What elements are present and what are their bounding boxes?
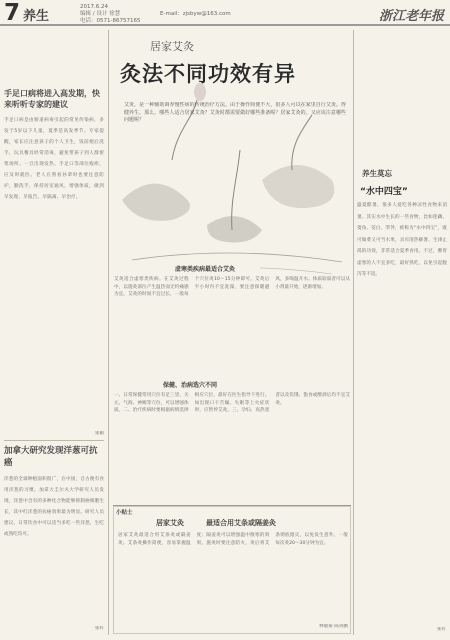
page-header (0, 0, 450, 26)
email: E-mail：zjsbyw@163.com (160, 11, 231, 17)
article-title: 灸法不同功效有异 (120, 62, 296, 86)
right-body: 盛夏酷暑，很多人爱吃各种凉性食物来消暑。其实水中生长的一些食物，比如莲藕、菱角、茭白、荸荠，被称为“水中四宝”，既可做菜又可当水果，具有清热解暑、生津止渴的功效，非常适合夏季食用。不过，脾胃虚寒的人不宜多吃，最好熟吃，以免引起腹泻等不适。 (357, 203, 447, 277)
section1-body: 艾灸适合虚寒类疾病。在艾灸过程中，以施灸部位产生温热而无灼痛感为宜。艾灸的时间不宜过长，一般每个穴位灸10～15分钟即可。艾灸后半小时内不宜洗澡，要注意保暖避风，多喝温开水。体质较弱者可以从小剂量开始，逐渐增加。 (114, 277, 350, 297)
article1-title: 手足口病将进入高发期，快来听听专家的建议 (4, 89, 100, 109)
date: 2017.6.24 (80, 4, 108, 10)
article2-author: 张好 (94, 626, 104, 631)
article2-title: 加拿大研究发现洋葱可抗癌 (4, 446, 98, 468)
tip-body: 居家艾灸最适合用艾条灸或隔姜灸。艾条灸操作简便，容易掌握温度；隔姜灸可以增强温中散寒的效果。施灸时要注意防火，灸后将艾条彻底熄灭，以免发生意外。一般每次灸20～30分钟为宜。 (118, 533, 348, 546)
phone: 电话：0571-86757165 (80, 18, 141, 24)
article-kicker: 居家艾灸 (150, 40, 194, 53)
right-kicker: 养生莫忘 (362, 169, 392, 178)
tip-title: 最适合用艾条或隔姜灸 (206, 519, 276, 527)
tip-label: 小贴士 (116, 510, 133, 516)
section1-title: 虚寒类疾病最适合艾灸 (150, 264, 260, 273)
page-number: 7 (4, 0, 21, 26)
section2-title: 保健、治病选穴不同 (140, 380, 240, 389)
header-meta (80, 4, 140, 25)
tip-kicker: 居家艾灸 (156, 519, 184, 527)
article1-author: 张颖 (94, 431, 104, 436)
right-title: “水中四宝” (360, 187, 408, 197)
editor: 编辑 / 设计 徐慧 (80, 11, 121, 17)
masthead: 浙江老年报 (378, 9, 444, 24)
article2-body: 洋葱的全球种植面积很广，在中国，自古便有食用洋葱的习惯。加拿大圭尔夫大学研究人员发现，洋葱中含有的多种化合物能够抑制癌细胞生长，其中红洋葱的抗癌效果最为明显。研究人员建议，日常饮食中可以适当多吃一些洋葱，生吃或熟吃均可。 (4, 477, 104, 537)
section2-body: 一、日常保健常用穴位有足三里、关元、气海、神阙等穴位，可以增强体质。二、治疗疾病时要根据病情选择相应穴位，最好在医生指导下进行。如出现口干舌燥、失眠等上火症状时，应暂停艾灸。三、孕妇、高热患者以及饥饿、饱食或醉酒后均不宜艾灸。 (114, 393, 350, 413)
column-rule-right (353, 30, 354, 635)
tip-author: 林敏菊 陈剑鹏 (318, 624, 348, 629)
article1-body: 手足口病是由肠道病毒引起的常见传染病，多发于5岁以下儿童，夏季是高发季节。专家提醒，家长应注意孩子的个人卫生，饭前便后洗手，玩具餐具经常消毒，避免带孩子到人群密集场所。一旦出现发热、手足口等部位疱疹，应及时就医。老人在照看孙辈时也要注意防护，勤洗手，保持居室通风，增强体质，做到早发现、早报告、早隔离、早治疗。 (4, 118, 104, 200)
article-lead: 艾灸，是一种辅助调养慢性病的传统治疗方法。由于操作简便不大，很多人可以在家里自行艾灸。得健养生，那么，哪些人适合居家艾灸？艾灸时都需要做好哪些准备呢？居家艾灸的，又应该注意哪些问题呢？ (124, 102, 346, 123)
right-author: 张好 (436, 627, 446, 632)
column-rule-left (108, 30, 109, 635)
section-name: 养生 (23, 9, 50, 24)
divider (4, 440, 104, 441)
